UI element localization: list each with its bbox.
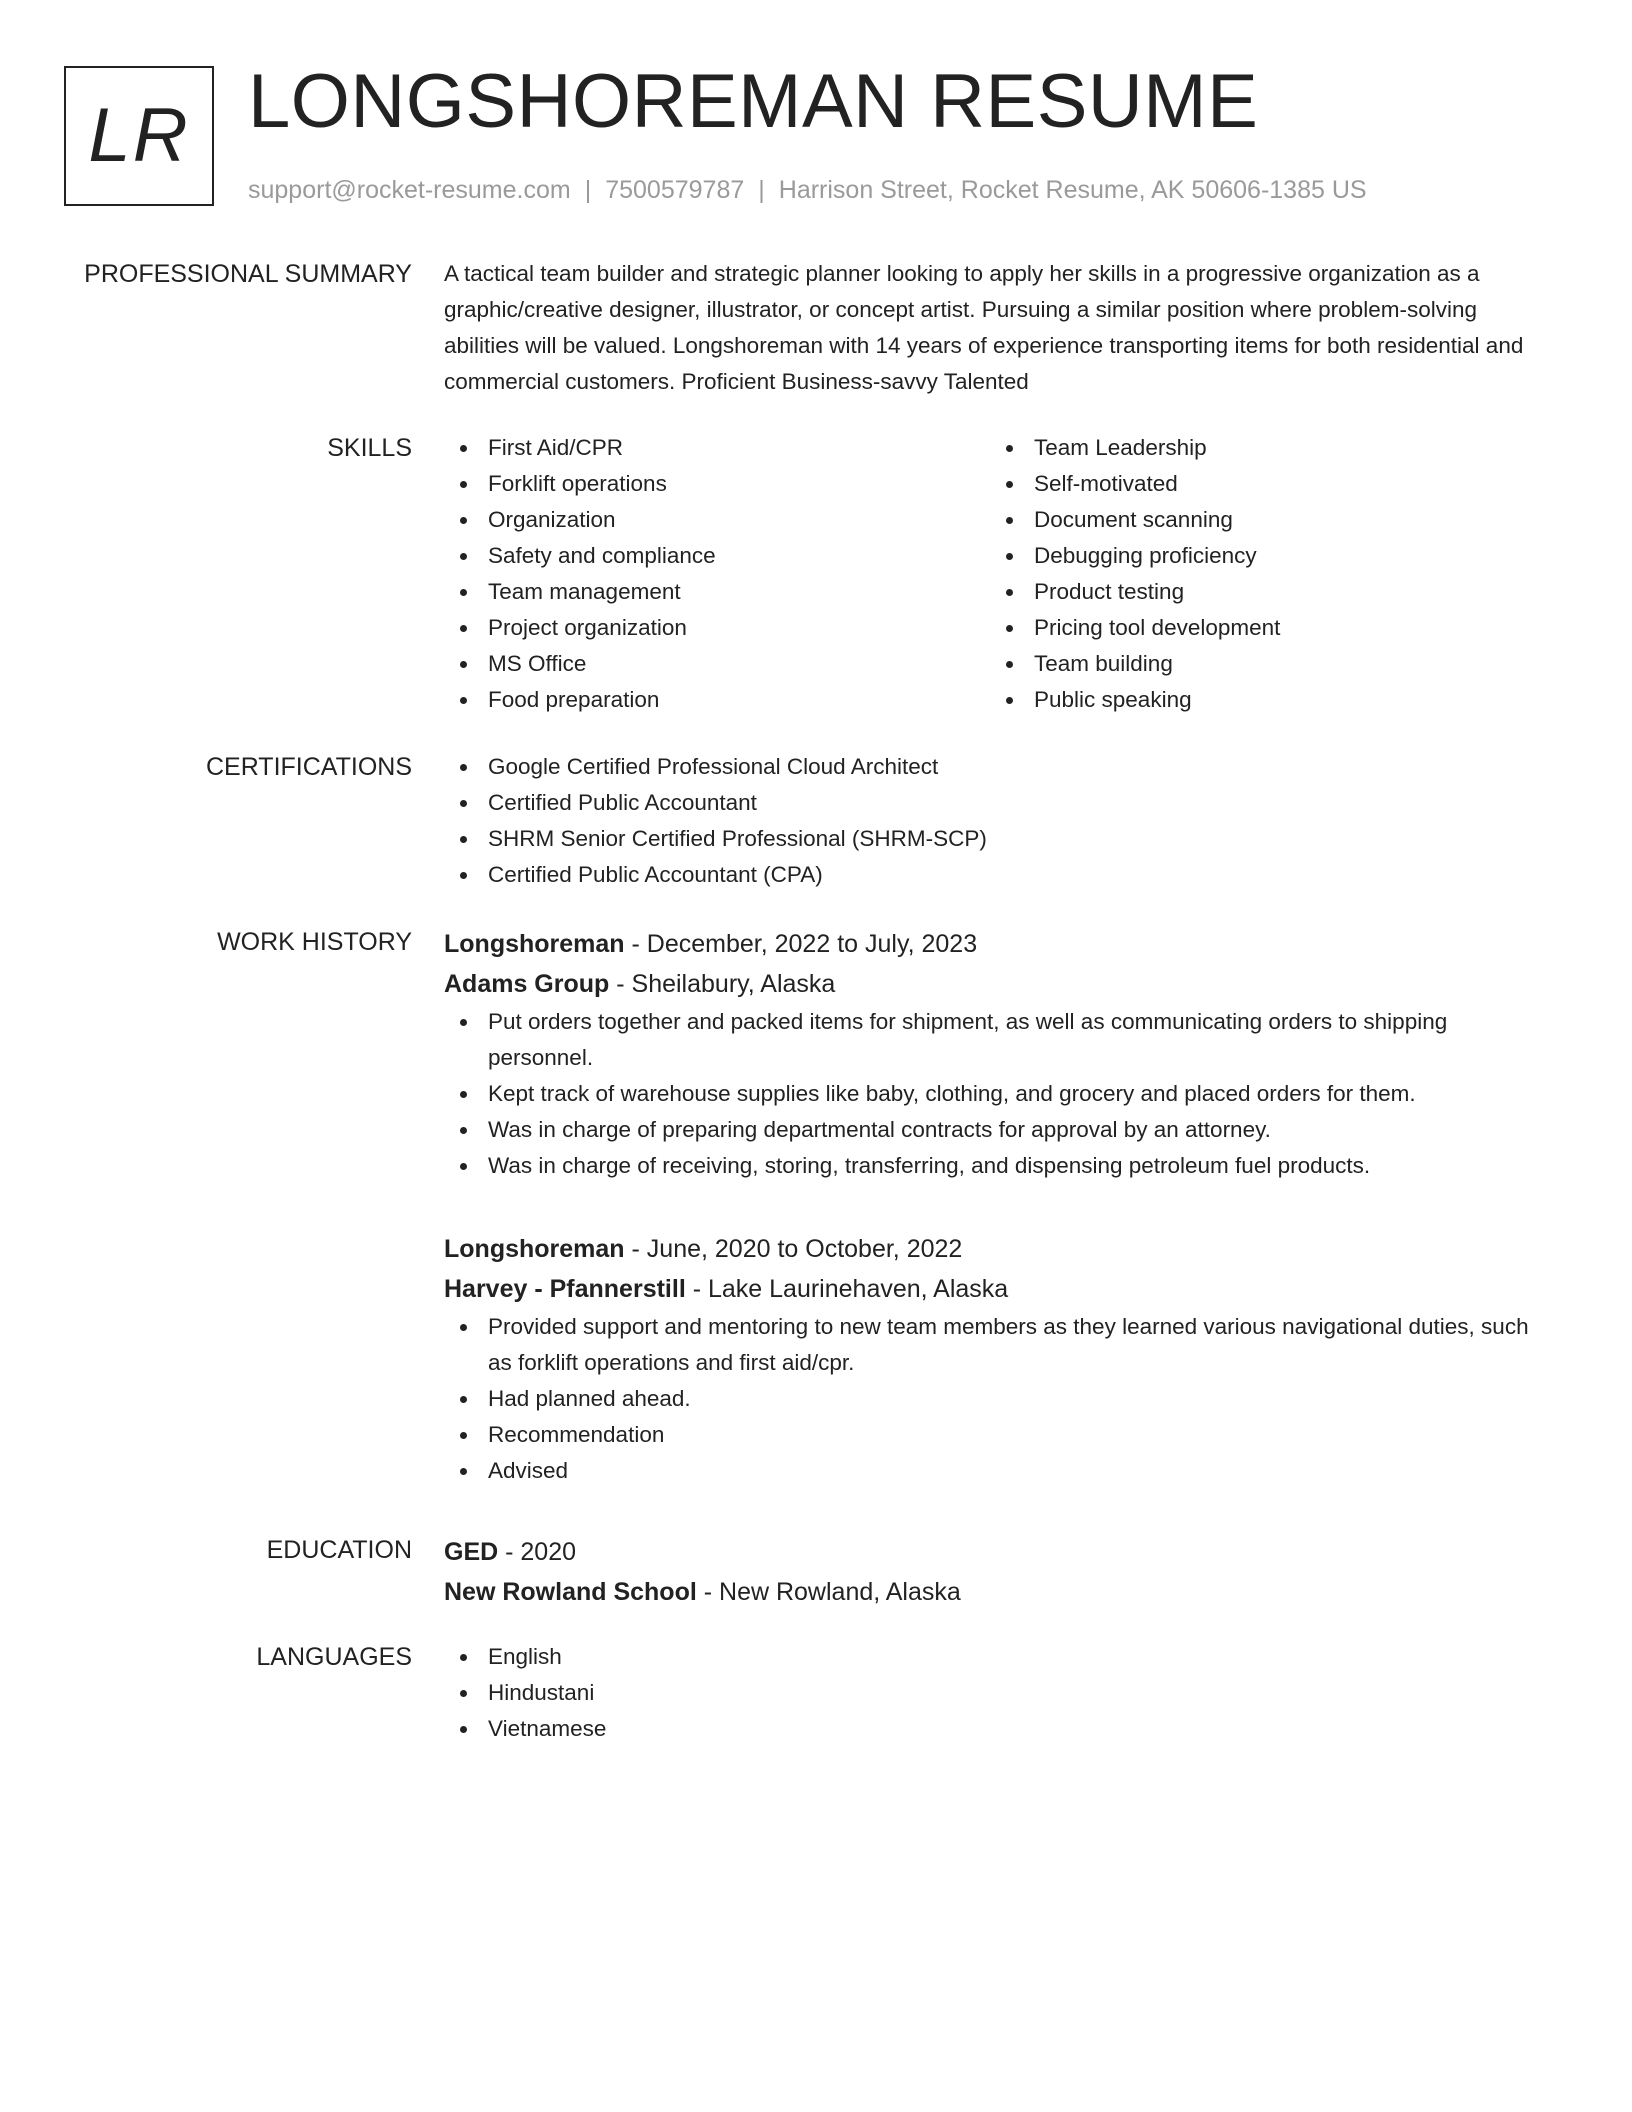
job-company: Harvey - Pfannerstill [444,1275,686,1303]
job-company: Adams Group [444,970,610,998]
skill-item: Food preparation [444,682,990,718]
certification-item: SHRM Senior Certified Professional (SHRM-SCP) [444,821,1554,857]
skill-item: Team management [444,574,990,610]
job-entry [444,924,1554,1184]
certifications-label: CERTIFICATIONS [205,753,412,781]
education-location: - New Rowland, Alaska [696,1578,961,1606]
contact-line [248,174,1367,206]
education-degree: GED [444,1538,499,1566]
certification-item: Certified Public Accountant [444,785,1554,821]
job-title-line [444,924,1554,964]
job-dates: - December, 2022 to July, 2023 [624,930,978,958]
job-title: Longshoreman [444,1235,625,1263]
summary-text: A tactical team builder and strategic planner looking to apply her skills in a progressive organization as a graphic/creative designer, illustrator, or concept artist. Pursuing a similar position where problem-solving abilities will be valued. Longshoreman with 14 years of experience transporting items for both residential and commercial customers. Proficient Business-savvy Talented [444,261,1524,394]
skills-body [444,430,1554,718]
job-company-line [444,964,1554,1004]
job-bullets [444,1309,1554,1489]
summary-label: PROFESSIONAL SUMMARY [84,260,412,288]
job-bullet-item: Put orders together and packed items for shipment, as well as communicating orders to shipping personnel. [444,1004,1554,1076]
contact-address: Harrison Street, Rocket Resume, AK 50606-1385 US [778,176,1367,204]
education-label: EDUCATION [266,1536,412,1564]
education-school-line [444,1572,1554,1612]
resume-title: LONGSHOREMAN RESUME [248,59,1259,144]
job-location: - Sheilabury, Alaska [609,970,836,998]
languages-body [444,1639,1554,1747]
skill-item: Project organization [444,610,990,646]
job-bullet-item: Recommendation [444,1417,1554,1453]
job-dates: - June, 2020 to October, 2022 [624,1235,963,1263]
contact-phone[interactable]: 7500579787 [605,176,745,204]
contact-email[interactable]: support@rocket-resume.com [248,176,571,204]
job-location: - Lake Laurinehaven, Alaska [685,1275,1009,1303]
skill-item: Self-motivated [990,466,1536,502]
education-school: New Rowland School [444,1578,697,1606]
skill-item: Product testing [990,574,1536,610]
job-bullet-item: Advised [444,1453,1554,1489]
education-degree-line [444,1532,1554,1572]
certifications-list [444,749,1554,893]
skill-item: First Aid/CPR [444,430,990,466]
language-item: Vietnamese [444,1711,1554,1747]
skill-item: Document scanning [990,502,1536,538]
certification-item: Google Certified Professional Cloud Architect [444,749,1554,785]
summary-body [444,256,1554,400]
skill-item: Organization [444,502,990,538]
job-bullet-item: Was in charge of receiving, storing, transferring, and dispensing petroleum fuel products. [444,1148,1554,1184]
skill-item: Debugging proficiency [990,538,1536,574]
education-year: - 2020 [498,1538,577,1566]
skill-item: MS Office [444,646,990,682]
skill-item: Forklift operations [444,466,990,502]
job-bullet-item: Kept track of warehouse supplies like baby, clothing, and grocery and placed orders for them. [444,1076,1554,1112]
skills-list-right [990,430,1536,718]
skill-item: Pricing tool development [990,610,1536,646]
monogram-initials: LR [88,93,190,178]
skill-item: Team Leadership [990,430,1536,466]
job-bullet-item: Provided support and mentoring to new team members as they learned various navigational duties, such as forklift operations and first aid/cpr. [444,1309,1554,1381]
language-item: Hindustani [444,1675,1554,1711]
languages-list [444,1639,1554,1747]
job-company-line [444,1269,1554,1309]
job-title-line [444,1229,1554,1269]
language-item: English [444,1639,1554,1675]
certifications-body [444,749,1554,893]
job-bullet-item: Was in charge of preparing departmental contracts for approval by an attorney. [444,1112,1554,1148]
skill-item: Public speaking [990,682,1536,718]
skills-list-left [444,430,990,718]
work-history-label: WORK HISTORY [217,928,412,956]
job-entry [444,1229,1554,1489]
skill-item: Team building [990,646,1536,682]
job-bullets [444,1004,1554,1184]
contact-separator: | [584,176,592,204]
languages-label: LANGUAGES [256,1643,412,1671]
skill-item: Safety and compliance [444,538,990,574]
skills-label: SKILLS [327,434,412,462]
certification-item: Certified Public Accountant (CPA) [444,857,1554,893]
monogram-box [64,66,214,206]
job-title: Longshoreman [444,930,625,958]
contact-separator: | [758,176,765,204]
education-body [444,1532,1554,1612]
skills-grid [444,430,1554,718]
job-bullet-item: Had planned ahead. [444,1381,1554,1417]
